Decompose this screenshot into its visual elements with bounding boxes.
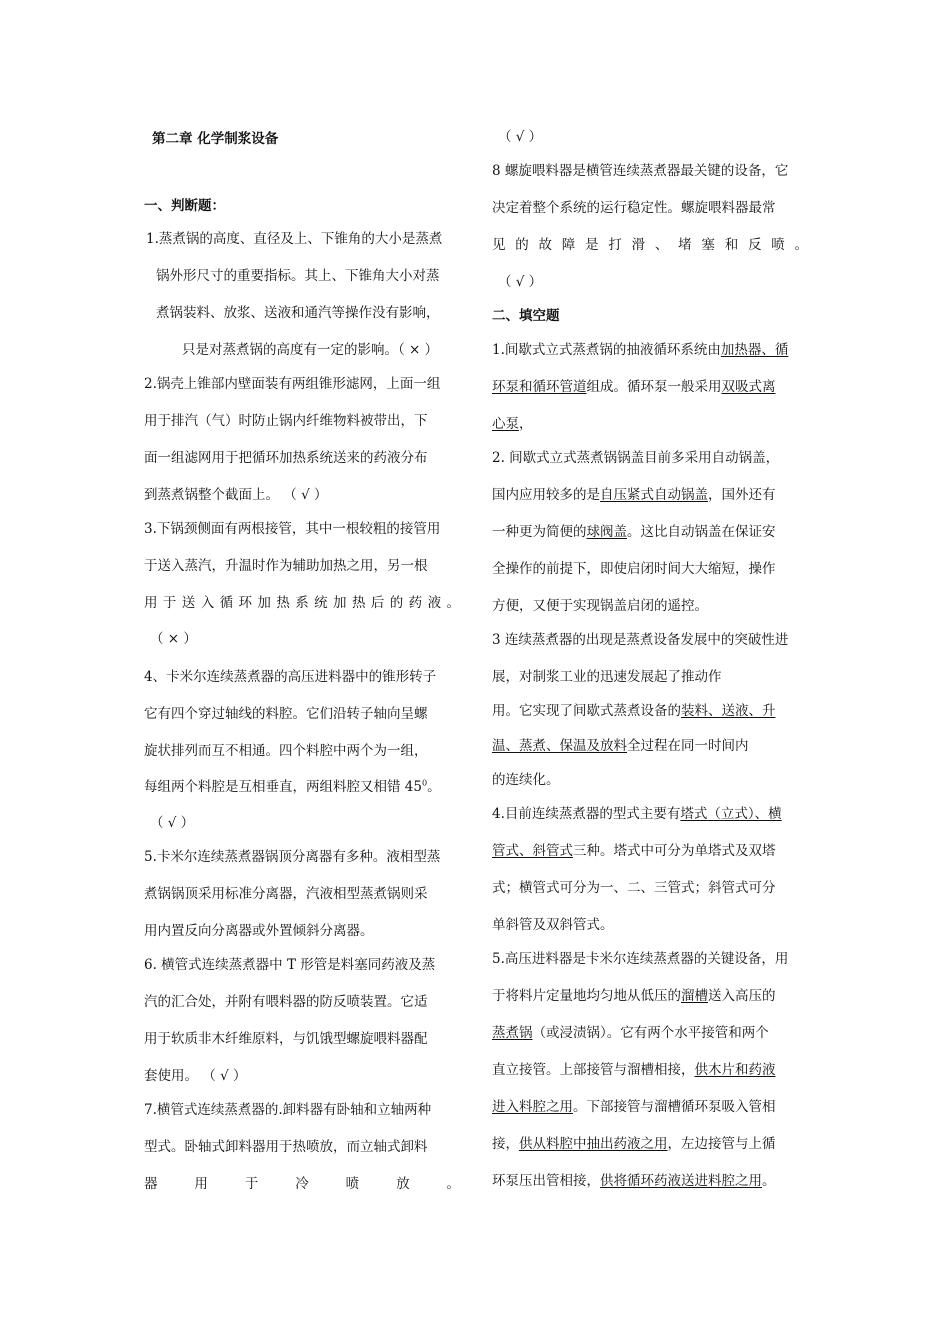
f5-answer-2: 蒸煮锅 [492,1025,533,1041]
chapter-title: 第二章 化学制浆设备 [152,131,279,147]
q7-line3: 器用于冷喷放。 [144,1176,460,1192]
q7-answer-mark: （ √ ） [498,129,543,145]
f1-text-c: 组成。循环泵一般采用 [586,379,722,395]
q6-line1: 6. 横管式连续蒸煮器中 T 形管是料塞同药液及蒸 [144,957,436,973]
f1-text-a: 1.间歇式立式蒸煮锅的抽液循环系统由 [492,342,721,358]
q1-line1: 1.蒸煮锅的高度、直径及上、下锥角的大小是蒸煮 [146,231,443,247]
f3-line3 [492,701,776,721]
f5-text-f: 接， [492,1136,519,1152]
f5-text-e: 。下部接管与溜槽循环泵吸入管相 [573,1099,776,1115]
f4-text-b: 三种。塔式中可分为单塔式及双塔 [573,843,776,859]
f5-line1: 5.高压进料器是卡米尔连续蒸煮器的关键设备，用 [492,951,789,967]
f5-answer-1: 溜槽 [681,988,708,1004]
f4-answer-1b: 管式、斜管式 [492,843,573,859]
f5-line3 [492,1023,769,1043]
f1-line2 [492,377,776,397]
f1-line3 [492,414,533,434]
f2-line1: 2. 间歇式立式蒸煮锅锅盖目前多采用自动锅盖， [492,450,780,466]
q4-line4 [144,777,441,797]
f5-line4 [492,1060,776,1080]
f5-line2 [492,986,776,1006]
f5-text-d: 直立接管。上部接管与溜槽相接， [492,1062,695,1078]
q8-line1: 8 螺旋喂料器是横管连续蒸煮器最关键的设备，它 [492,163,789,179]
f3-line4 [492,736,749,756]
f3-line5: 的连续化。 [492,772,560,788]
f2-line2 [492,485,776,505]
f1-text-e: ， [519,416,533,432]
q3-line3: 用于送入循环加热系统加热后的药液。 [144,595,460,611]
f2-line4: 全操作的前提下，即使启闭时间大大缩短，操作 [492,561,776,577]
f2-line5: 方便，又便于实现锅盖启闭的遥控。 [492,598,708,614]
q8-line4: （ √ ） [498,274,543,290]
f3-text-b: 全过程在同一时间内 [627,738,749,754]
q2-line4: 到蒸煮锅整个截面上。 （ √ ） [144,487,328,503]
q4-line4-end: 。 [427,779,441,795]
q4-line3: 旋状排列而互不相通。四个料腔中两个为一组， [144,743,428,759]
q1-line2: 锅外形尺寸的重要指标。其上、下锥角大小对蒸 [156,268,440,284]
f2-answer-1: 自压紧式自动锅盖 [600,487,708,503]
f1-line1 [492,340,788,360]
f5-line5 [492,1097,776,1117]
f3-answer-1b: 温、蒸煮、保温及放料 [492,738,627,754]
q5-line2: 煮锅锅顶采用标准分离器，汽液相型蒸煮锅则采 [144,886,428,902]
f5-text-a: 于将料片定量地均匀地从低压的 [492,988,681,1004]
q1-line4: 只是对蒸煮锅的高度有一定的影响。（ × ） [182,342,439,358]
q3-line4: （ × ） [150,631,197,647]
q1-line3: 煮锅装料、放浆、送液和通汽等操作没有影响， [156,305,440,321]
f5-text-i: 。 [762,1173,776,1189]
q3-line1: 3.下锅颈侧面有两根接管，其中一根较粗的接管用 [144,521,441,537]
q6-line3: 用于软质非木纤维原料，与饥饿型螺旋喂料器配 [144,1031,428,1047]
f4-line2 [492,841,776,861]
f5-text-h: 环泵压出管相接， [492,1173,600,1189]
f2-line3 [492,522,776,542]
f5-text-b: 送入高压的 [708,988,776,1004]
f4-line3: 式；横管式可分为一、二、三管式；斜管式可分 [492,880,776,896]
section-heading-fill-blank: 二、填空题 [492,308,560,324]
f1-answer-1b: 环泵和循环管道 [492,379,587,395]
f5-answer-5: 供将循环药液送进料腔之用 [600,1173,762,1189]
f5-text-g: ，左边接管与上循 [667,1136,776,1152]
f3-line2: 展，对制浆工业的迅速发展起了推动作 [492,669,722,685]
q6-line4: 套使用。 （ √ ） [144,1068,247,1084]
q6-line2: 汽的汇合处，并附有喂料器的防反喷装置。它适 [144,994,428,1010]
f4-line4: 单斜管及双斜管式。 [492,917,614,933]
q2-line1: 2.锅壳上锥部内壁面装有两组锥形滤网，上面一组 [144,376,441,392]
q7-line1: 7.横管式连续蒸煮器的.卸料器有卧轴和立轴两种 [144,1102,432,1118]
q8-line3: 见的故障是打滑、堵塞和反喷。 [492,237,808,253]
q7-line2: 型式。卧轴式卸料器用于热喷放，而立轴式卸料 [144,1139,428,1155]
f3-text-a: 用。它实现了间歇式蒸煮设备的 [492,703,681,719]
f4-line1 [492,804,782,824]
q4-superscript: 0 [421,778,428,788]
q2-line2: 用于排汽（气）时防止锅内纤维物料被带出，下 [144,413,428,429]
q4-line2: 它有四个穿过轴线的料腔。它们沿转子轴向呈螺 [144,706,428,722]
f4-answer-1a: 塔式（立式）、横 [680,806,782,822]
f2-text-c: 一种更为简便的 [492,524,587,540]
f5-answer-3a: 供木片和药液 [694,1062,776,1078]
q5-line3: 用内置反向分离器或外置倾斜分离器。 [144,923,374,939]
f1-answer-2b: 心泵 [492,416,519,432]
f2-text-d: 。这比自动锅盖在保证安 [627,524,776,540]
f3-answer-1a: 装料、送液、升 [681,703,776,719]
q2-line3: 面一组滤网用于把循环加热系统送来的药液分布 [144,450,428,466]
f1-answer-2a: 双吸式离 [721,379,776,395]
f5-line6 [492,1134,776,1154]
q5-line1: 5.卡米尔连续蒸煮器锅顶分离器有多种。液相型蒸 [144,849,441,865]
f5-answer-4: 供从料腔中抽出药液之用 [519,1136,668,1152]
f2-text-b: ，国外还有 [708,487,776,503]
f1-answer-1a: 加热器、循 [720,342,789,358]
q3-line2: 于送入蒸汽，升温时作为辅助加热之用，另一根 [144,558,428,574]
q4-line5: （ √ ） [150,815,195,831]
f5-text-c: （或浸渍锅）。它有两个水平接管和两个 [532,1025,769,1041]
section-heading-true-false: 一、判断题： [144,198,225,214]
q4-line1: 4、卡米尔连续蒸煮器的高压进料器中的锥形转子 [144,669,437,685]
f3-line1: 3 连续蒸煮器的出现是蒸煮设备发展中的突破性进 [492,632,789,648]
f2-text-a: 国内应用较多的是 [492,487,600,503]
f5-line7 [492,1171,776,1191]
q8-line2: 决定着整个系统的运行稳定性。螺旋喂料器最常 [492,200,776,216]
f4-text-a: 4.目前连续蒸煮器的型式主要有 [492,806,681,822]
f5-answer-3b: 进入料腔之用 [492,1099,573,1115]
f2-answer-2: 球阀盖 [586,524,627,540]
q4-line4-text: 每组两个料腔是互相垂直，两组料腔又相错 45 [144,779,422,795]
